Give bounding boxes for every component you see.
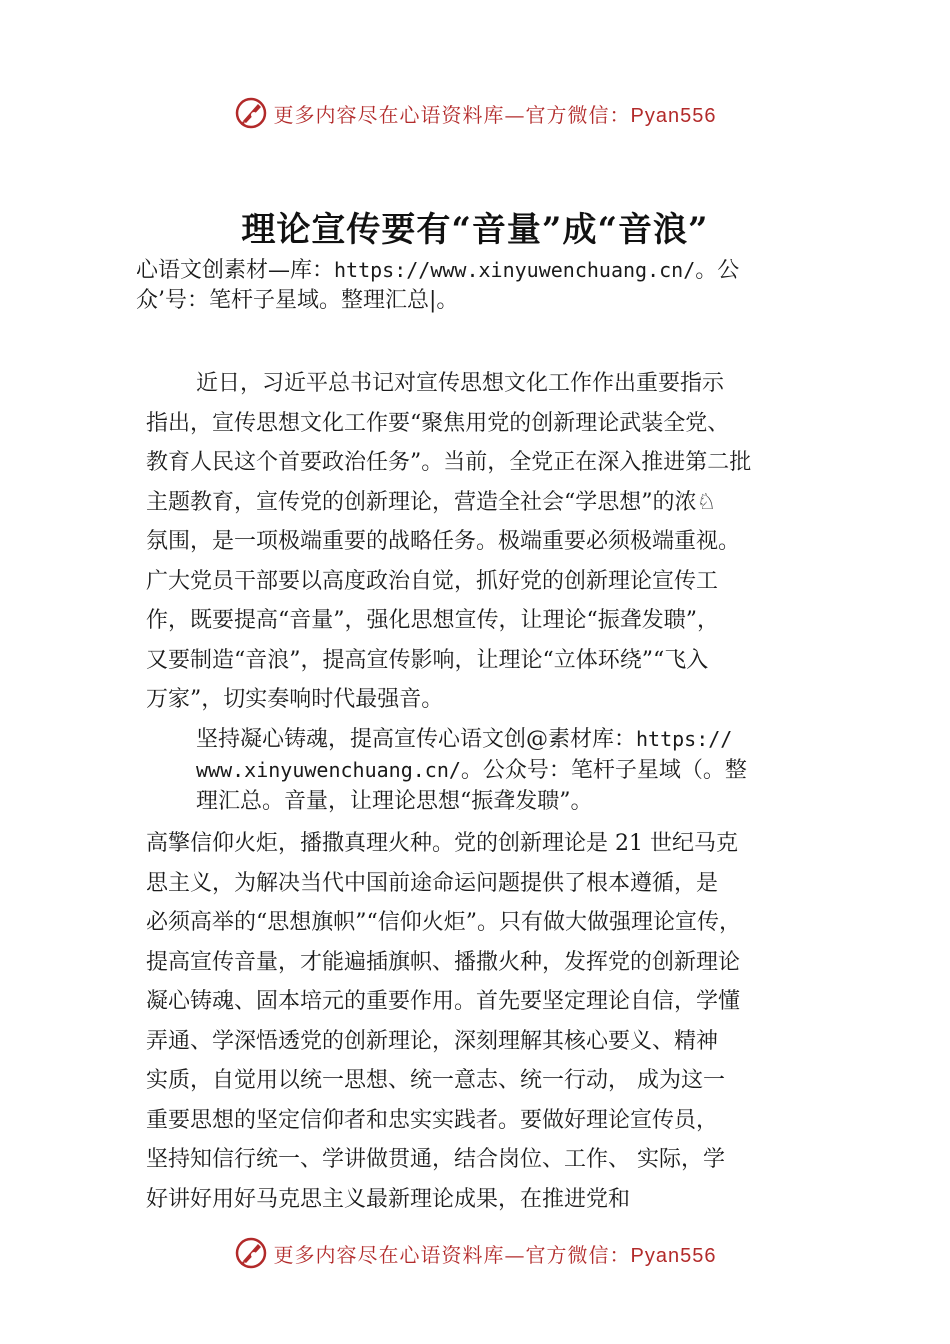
- text-line: 思主义，为解决当代中国前途命运问题提供了根本遵循，是: [146, 870, 719, 896]
- text-line: 万家”，切实奏响时代最强音。: [146, 687, 444, 712]
- subheading-line-3: 理汇总。音量，让理论思想“振聋发聩”。: [196, 789, 593, 814]
- source-note: [136, 255, 816, 316]
- banner-text: 更多内容尽在心语资料库—官方微信：Pyan556: [273, 1242, 717, 1267]
- source-note-line-2: 众’号：笔杆子星域。整理汇总|。: [136, 288, 459, 313]
- banner-text: 更多内容尽在心语资料库—官方微信：Pyan556: [273, 102, 717, 127]
- text-line: 指出，宣传思想文化工作要“聚焦用党的创新理论武装全党、: [146, 410, 730, 436]
- text-line: 高擎信仰火炬，播撒真理火种。党的创新理论是 21 世纪马克: [146, 831, 738, 856]
- text-line: 凝心铸魂、固本培元的重要作用。首先要坚定理论自信，学懂: [146, 989, 741, 1014]
- text-line: 坚持知信行统一、学讲做贯通，结合岗位、工作、 实际，学: [146, 1147, 725, 1172]
- body-paragraph-2: [146, 824, 836, 1219]
- subheading-line-1: 坚持凝心铸魂，提高宣传心语文创@素材库：https://: [196, 727, 733, 752]
- footer-banner: [0, 1233, 950, 1273]
- document-title: 理论宣传要有“音量”成“音浪”: [241, 210, 709, 250]
- text-line: 实质，自觉用以统一思想、统一意志、统一行动， 成为这一: [146, 1068, 725, 1093]
- text-line: 主题教育，宣传党的创新理论，营造全社会“学思想”的浓♘: [146, 489, 717, 515]
- quill-pen-logo-icon: [234, 96, 268, 130]
- text-line: 又要制造“音浪”，提高宣传影响，让理论“立体环绕”“飞入: [146, 647, 709, 673]
- text-line: 近日，习近平总书记对宣传思想文化工作作出重要指示: [196, 371, 725, 396]
- text-line: 好讲好用好马克思主义最新理论成果，在推进党和: [146, 1186, 631, 1212]
- header-banner: [0, 93, 950, 133]
- subheading-line-2: www.xinyuwenchuang.cn/。公众号：笔杆子星域（。整: [196, 758, 747, 783]
- text-line: 重要思想的坚定信仰者和忠实实践者。要做好理论宣传员，: [146, 1107, 719, 1133]
- section-subheading: [196, 724, 816, 817]
- text-line: 弄通、学深悟透党的创新理论，深刻理解其核心要义、精神: [146, 1028, 719, 1054]
- text-line: 作，既要提高“音量”，强化思想宣传，让理论“振聋发聩”，: [146, 608, 719, 633]
- quill-pen-logo-icon: [234, 1236, 268, 1270]
- text-line: 提高宣传音量，才能遍插旗帜、播撒火种，发挥党的创新理论: [146, 949, 741, 975]
- text-line: 必须高举的“思想旗帜”“信仰火炬”。只有做大做强理论宣传，: [146, 910, 741, 935]
- text-line: 氛围，是一项极端重要的战略任务。极端重要必须极端重视。: [146, 529, 741, 554]
- text-line: 教育人民这个首要政治任务”。当前，全党正在深入推进第二批: [146, 450, 752, 475]
- body-paragraph-1: [146, 364, 836, 720]
- source-note-line-1: 心语文创素材—库：https://www.xinyuwenchuang.cn/。公: [136, 258, 740, 283]
- text-line: 广大党员干部要以高度政治自觉，抓好党的创新理论宣传工: [146, 568, 719, 594]
